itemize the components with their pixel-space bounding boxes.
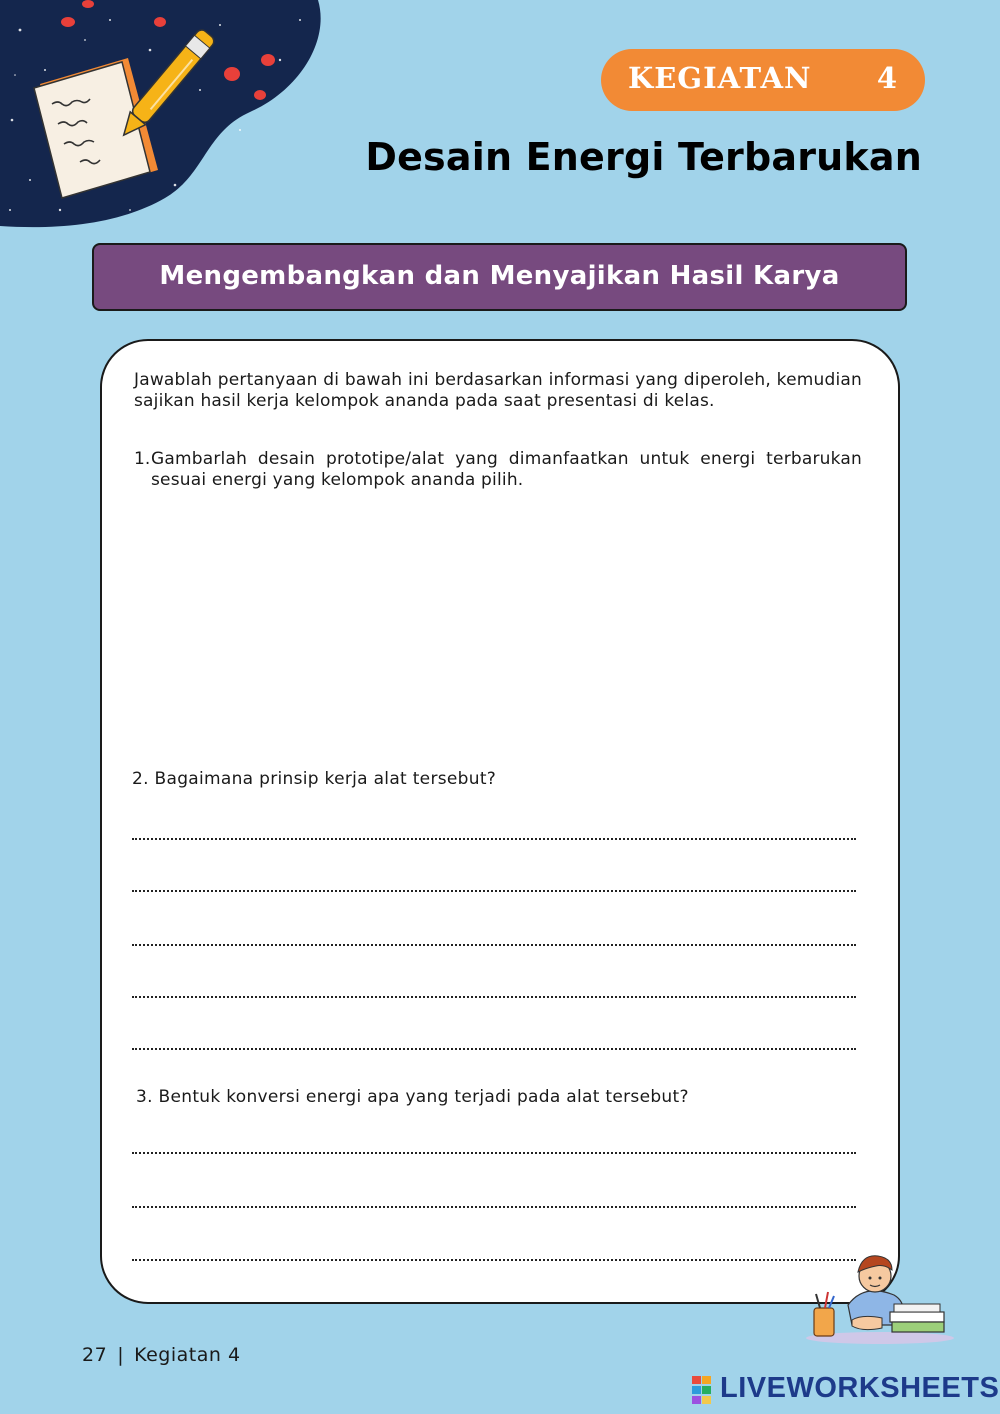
- page-footer: [82, 1344, 241, 1366]
- section-banner: Mengembangkan dan Menyajikan Hasil Karya: [92, 243, 907, 311]
- answer-line-q3-3[interactable]: [132, 1259, 856, 1261]
- question-3: 3. Bentuk konversi energi apa yang terjadi pada alat tersebut?: [136, 1087, 689, 1107]
- liveworksheets-watermark[interactable]: LIVEWORKSHEETS: [720, 1372, 1000, 1404]
- question-1: [134, 449, 862, 491]
- page-title: Desain Energi Terbarukan: [365, 135, 922, 179]
- question-1-number: 1.: [134, 449, 151, 469]
- activity-badge-label: KEGIATAN: [628, 61, 812, 95]
- notepad-pen-illustration: [0, 0, 330, 235]
- activity-badge-number: 4: [876, 61, 898, 95]
- liveworksheets-logo-icon: [692, 1374, 718, 1408]
- answer-line-q2-5[interactable]: [132, 1048, 856, 1050]
- activity-badge: [601, 49, 925, 111]
- question-1-text: Gambarlah desain prototipe/alat yang dimanfaatkan untuk energi terbarukan sesuai energi yang kelompok ananda pilih.: [151, 449, 862, 490]
- answer-line-q2-2[interactable]: [132, 890, 856, 892]
- instructions-text: Jawablah pertanyaan di bawah ini berdasarkan informasi yang diperoleh, kemudian sajikan hasil kerja kelompok ananda pada saat presentasi di kelas.: [134, 370, 862, 411]
- answer-line-q3-2[interactable]: [132, 1206, 856, 1208]
- answer-line-q3-1[interactable]: [132, 1152, 856, 1154]
- answer-line-q2-4[interactable]: [132, 996, 856, 998]
- answer-line-q2-1[interactable]: [132, 838, 856, 840]
- answer-line-q2-3[interactable]: [132, 944, 856, 946]
- student-writing-illustration: [800, 1250, 958, 1345]
- footer-section: Kegiatan 4: [134, 1344, 241, 1366]
- page-number: 27: [82, 1344, 108, 1366]
- footer-separator: |: [117, 1344, 125, 1366]
- question-2: 2. Bagaimana prinsip kerja alat tersebut?: [132, 769, 497, 789]
